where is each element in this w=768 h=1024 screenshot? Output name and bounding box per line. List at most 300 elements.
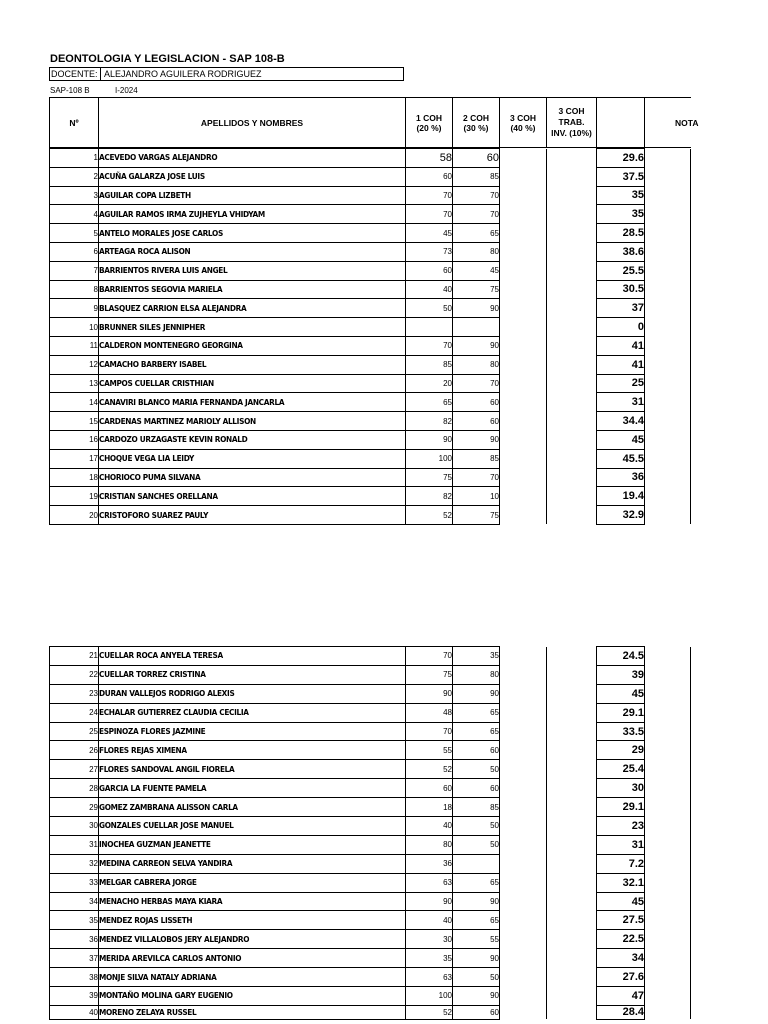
docente-label: DOCENTE: bbox=[51, 69, 98, 79]
extra-cell bbox=[645, 987, 691, 1006]
extra-cell bbox=[645, 149, 691, 168]
student-name bbox=[99, 393, 406, 412]
grade-coh1: 40 bbox=[406, 280, 453, 299]
student-row bbox=[50, 892, 691, 911]
student-name bbox=[99, 318, 406, 337]
student-row bbox=[50, 205, 691, 224]
grade-coh3 bbox=[500, 911, 547, 930]
student-number: 9 bbox=[50, 299, 99, 318]
student-row bbox=[50, 835, 691, 854]
grade-coh3 bbox=[500, 261, 547, 280]
extra-cell bbox=[645, 430, 691, 449]
grade-coh1: 55 bbox=[406, 741, 453, 760]
grade-coh3 bbox=[500, 987, 547, 1006]
grade-coh3-trab bbox=[547, 703, 597, 722]
student-name-text: CHORIOCO PUMA SILVANA bbox=[99, 472, 201, 482]
grade-nota: 34.4 bbox=[597, 412, 645, 431]
student-name bbox=[99, 374, 406, 393]
student-name-text: GONZALES CUELLAR JOSE MANUEL bbox=[99, 821, 234, 831]
grade-coh1: 50 bbox=[406, 299, 453, 318]
extra-cell bbox=[645, 186, 691, 205]
student-row bbox=[50, 468, 691, 487]
grade-coh3 bbox=[500, 779, 547, 798]
student-name bbox=[99, 355, 406, 374]
student-name bbox=[99, 1005, 406, 1019]
col-header-blank bbox=[597, 98, 645, 148]
grade-nota: 37 bbox=[597, 299, 645, 318]
grade-coh1: 60 bbox=[406, 167, 453, 186]
student-number: 35 bbox=[50, 911, 99, 930]
student-name-text: CRISTIAN SANCHES ORELLANA bbox=[99, 491, 218, 501]
grade-coh1: 45 bbox=[406, 224, 453, 243]
grade-coh3-trab bbox=[547, 374, 597, 393]
student-name-text: GOMEZ ZAMBRANA ALISSON CARLA bbox=[99, 802, 238, 812]
student-number: 25 bbox=[50, 722, 99, 741]
student-row bbox=[50, 1005, 691, 1019]
grade-nota: 45 bbox=[597, 684, 645, 703]
student-number: 33 bbox=[50, 873, 99, 892]
extra-cell bbox=[645, 167, 691, 186]
grade-coh3 bbox=[500, 412, 547, 431]
extra-cell bbox=[645, 968, 691, 987]
student-name bbox=[99, 873, 406, 892]
extra-cell bbox=[645, 703, 691, 722]
student-name bbox=[99, 186, 406, 205]
student-name-text: FLORES SANDOVAL ANGIL FIORELA bbox=[99, 764, 235, 774]
student-row bbox=[50, 779, 691, 798]
grade-coh3 bbox=[500, 393, 547, 412]
grade-coh2: 70 bbox=[453, 186, 500, 205]
col-header-coh3-trab: 3 COH TRAB. INV. (10%) bbox=[547, 98, 597, 148]
grade-nota: 34 bbox=[597, 949, 645, 968]
grade-coh1: 75 bbox=[406, 665, 453, 684]
student-row bbox=[50, 684, 691, 703]
grade-coh3-trab bbox=[547, 741, 597, 760]
grade-coh1: 52 bbox=[406, 760, 453, 779]
grade-coh3 bbox=[500, 468, 547, 487]
grade-coh3 bbox=[500, 930, 547, 949]
student-name bbox=[99, 703, 406, 722]
grade-coh3-trab bbox=[547, 487, 597, 506]
grade-coh3 bbox=[500, 817, 547, 836]
grade-coh2: 90 bbox=[453, 949, 500, 968]
grade-coh3-trab bbox=[547, 1005, 597, 1019]
student-name-text: CAMACHO BARBERY ISABEL bbox=[99, 360, 207, 370]
student-name bbox=[99, 741, 406, 760]
extra-cell bbox=[645, 779, 691, 798]
grade-coh2: 65 bbox=[453, 722, 500, 741]
grade-coh3-trab bbox=[547, 355, 597, 374]
student-name-text: CUELLAR TORREZ CRISTINA bbox=[99, 670, 206, 680]
student-row bbox=[50, 393, 691, 412]
student-row bbox=[50, 280, 691, 299]
student-number: 8 bbox=[50, 280, 99, 299]
grade-nota: 35 bbox=[597, 205, 645, 224]
extra-cell bbox=[645, 393, 691, 412]
grade-nota: 33.5 bbox=[597, 722, 645, 741]
student-name bbox=[99, 760, 406, 779]
col-header-nota-label: NOTA bbox=[675, 117, 699, 128]
student-name-text: MEDINA CARREON SELVA YANDIRA bbox=[99, 859, 233, 869]
student-row bbox=[50, 647, 691, 666]
student-number: 31 bbox=[50, 835, 99, 854]
student-name bbox=[99, 647, 406, 666]
grade-coh2: 70 bbox=[453, 374, 500, 393]
student-name-text: MONJE SILVA NATALY ADRIANA bbox=[99, 972, 217, 982]
grade-coh2: 85 bbox=[453, 798, 500, 817]
student-row bbox=[50, 374, 691, 393]
student-number: 26 bbox=[50, 741, 99, 760]
grade-coh2: 90 bbox=[453, 987, 500, 1006]
student-name bbox=[99, 205, 406, 224]
extra-cell bbox=[645, 684, 691, 703]
grade-coh3-trab bbox=[547, 854, 597, 873]
student-name-text: MORENO ZELAYA RUSSEL bbox=[99, 1007, 197, 1017]
student-row bbox=[50, 449, 691, 468]
grade-coh3-trab bbox=[547, 468, 597, 487]
grade-coh3-trab bbox=[547, 892, 597, 911]
grade-nota: 35 bbox=[597, 186, 645, 205]
grade-nota: 41 bbox=[597, 355, 645, 374]
grade-coh1: 30 bbox=[406, 930, 453, 949]
grade-coh2: 60 bbox=[453, 1005, 500, 1019]
grade-coh1: 80 bbox=[406, 835, 453, 854]
col-header-coh2: 2 COH (30 %) bbox=[453, 98, 500, 148]
student-row bbox=[50, 703, 691, 722]
column-header-table bbox=[49, 97, 699, 148]
extra-cell bbox=[645, 665, 691, 684]
grade-coh2: 60 bbox=[453, 149, 500, 168]
student-name-text: BARRIENTOS SEGOVIA MARIELA bbox=[99, 284, 223, 294]
extra-cell bbox=[645, 205, 691, 224]
grade-nota: 38.6 bbox=[597, 242, 645, 261]
grade-coh2: 65 bbox=[453, 873, 500, 892]
grade-nota: 27.6 bbox=[597, 968, 645, 987]
grade-coh3 bbox=[500, 242, 547, 261]
student-row bbox=[50, 167, 691, 186]
student-row bbox=[50, 186, 691, 205]
student-name-text: MELGAR CABRERA JORGE bbox=[99, 878, 197, 888]
student-name bbox=[99, 280, 406, 299]
grade-coh1: 90 bbox=[406, 430, 453, 449]
extra-cell bbox=[645, 412, 691, 431]
student-name bbox=[99, 299, 406, 318]
grade-coh2: 50 bbox=[453, 817, 500, 836]
extra-cell bbox=[645, 280, 691, 299]
grade-coh1: 70 bbox=[406, 722, 453, 741]
student-name bbox=[99, 968, 406, 987]
grade-coh1: 90 bbox=[406, 684, 453, 703]
grade-nota: 45 bbox=[597, 430, 645, 449]
grade-coh3 bbox=[500, 722, 547, 741]
extra-cell bbox=[645, 873, 691, 892]
extra-cell bbox=[645, 647, 691, 666]
student-row bbox=[50, 911, 691, 930]
grade-coh2: 85 bbox=[453, 449, 500, 468]
student-number: 40 bbox=[50, 1005, 99, 1019]
extra-cell bbox=[645, 760, 691, 779]
grade-coh3-trab bbox=[547, 261, 597, 280]
grade-coh2: 55 bbox=[453, 930, 500, 949]
grade-coh3-trab bbox=[547, 779, 597, 798]
student-name-text: FLORES REJAS XIMENA bbox=[99, 745, 187, 755]
student-name-text: CUELLAR ROCA ANYELA TERESA bbox=[99, 651, 223, 661]
student-number: 38 bbox=[50, 968, 99, 987]
extra-cell bbox=[645, 722, 691, 741]
grade-coh3 bbox=[500, 299, 547, 318]
grade-coh2: 75 bbox=[453, 280, 500, 299]
student-name bbox=[99, 468, 406, 487]
extra-cell bbox=[645, 741, 691, 760]
grade-coh2: 50 bbox=[453, 835, 500, 854]
grade-coh3-trab bbox=[547, 968, 597, 987]
grade-coh3-trab bbox=[547, 684, 597, 703]
grade-coh3 bbox=[500, 374, 547, 393]
grade-coh1: 65 bbox=[406, 393, 453, 412]
student-number: 36 bbox=[50, 930, 99, 949]
grade-coh2: 90 bbox=[453, 336, 500, 355]
grade-coh1: 60 bbox=[406, 261, 453, 280]
extra-cell bbox=[645, 930, 691, 949]
grade-coh3-trab bbox=[547, 760, 597, 779]
student-row bbox=[50, 412, 691, 431]
student-number: 17 bbox=[50, 449, 99, 468]
extra-cell bbox=[645, 299, 691, 318]
grade-coh3-trab bbox=[547, 336, 597, 355]
student-name bbox=[99, 892, 406, 911]
grade-nota: 29 bbox=[597, 741, 645, 760]
grade-nota: 31 bbox=[597, 835, 645, 854]
grade-nota: 29.1 bbox=[597, 703, 645, 722]
grade-coh3-trab bbox=[547, 930, 597, 949]
grade-nota: 23 bbox=[597, 817, 645, 836]
grade-coh1: 85 bbox=[406, 355, 453, 374]
student-number: 32 bbox=[50, 854, 99, 873]
grade-coh3-trab bbox=[547, 318, 597, 337]
student-row bbox=[50, 299, 691, 318]
extra-cell bbox=[645, 449, 691, 468]
student-number: 22 bbox=[50, 665, 99, 684]
grade-nota: 30 bbox=[597, 779, 645, 798]
student-number: 37 bbox=[50, 949, 99, 968]
grade-coh2: 10 bbox=[453, 487, 500, 506]
student-name-text: BARRIENTOS RIVERA LUIS ANGEL bbox=[99, 266, 228, 276]
grade-coh3 bbox=[500, 1005, 547, 1019]
student-number: 5 bbox=[50, 224, 99, 243]
grade-coh3 bbox=[500, 647, 547, 666]
student-number: 21 bbox=[50, 647, 99, 666]
student-name-text: ACUÑA GALARZA JOSE LUIS bbox=[99, 172, 205, 182]
grade-coh3-trab bbox=[547, 835, 597, 854]
grade-coh2: 50 bbox=[453, 968, 500, 987]
grade-coh2: 60 bbox=[453, 779, 500, 798]
student-name bbox=[99, 798, 406, 817]
grade-coh3 bbox=[500, 280, 547, 299]
student-row bbox=[50, 760, 691, 779]
student-name-text: AGUILAR RAMOS IRMA ZUJHEYLA VHIDYAM bbox=[99, 209, 265, 219]
extra-cell bbox=[645, 892, 691, 911]
grade-coh1: 82 bbox=[406, 487, 453, 506]
grade-coh3 bbox=[500, 873, 547, 892]
student-name-text: AGUILAR COPA LIZBETH bbox=[99, 190, 191, 200]
student-name bbox=[99, 722, 406, 741]
student-number: 1 bbox=[50, 149, 99, 168]
student-number: 20 bbox=[50, 506, 99, 525]
student-name-text: ESPINOZA FLORES JAZMINE bbox=[99, 727, 206, 736]
col-header-coh3: 3 COH (40 %) bbox=[500, 98, 547, 148]
student-row bbox=[50, 149, 691, 168]
student-name bbox=[99, 684, 406, 703]
grade-coh3 bbox=[500, 149, 547, 168]
student-number: 23 bbox=[50, 684, 99, 703]
grade-coh2: 90 bbox=[453, 684, 500, 703]
student-name bbox=[99, 449, 406, 468]
student-name bbox=[99, 930, 406, 949]
grade-coh3 bbox=[500, 760, 547, 779]
student-row bbox=[50, 261, 691, 280]
grade-coh1: 82 bbox=[406, 412, 453, 431]
grade-coh2: 65 bbox=[453, 911, 500, 930]
grade-coh2: 90 bbox=[453, 430, 500, 449]
grade-nota: 32.9 bbox=[597, 506, 645, 525]
grade-coh3-trab bbox=[547, 149, 597, 168]
student-number: 15 bbox=[50, 412, 99, 431]
student-name-text: MERIDA AREVILCA CARLOS ANTONIO bbox=[99, 953, 242, 963]
grades-table-part2 bbox=[49, 646, 691, 1020]
extra-cell bbox=[645, 911, 691, 930]
student-row bbox=[50, 665, 691, 684]
grade-nota: 25 bbox=[597, 374, 645, 393]
grade-coh3 bbox=[500, 318, 547, 337]
group-code: SAP-108 B bbox=[50, 86, 90, 95]
grade-coh3-trab bbox=[547, 665, 597, 684]
extra-cell bbox=[645, 487, 691, 506]
grade-nota: 47 bbox=[597, 987, 645, 1006]
extra-cell bbox=[645, 949, 691, 968]
grade-coh1: 60 bbox=[406, 779, 453, 798]
grade-coh2: 80 bbox=[453, 242, 500, 261]
grade-coh2: 85 bbox=[453, 167, 500, 186]
period: I-2024 bbox=[115, 86, 138, 95]
grade-coh3-trab bbox=[547, 506, 597, 525]
grade-coh1: 70 bbox=[406, 205, 453, 224]
grade-coh3-trab bbox=[547, 722, 597, 741]
grade-nota: 28.4 bbox=[597, 1005, 645, 1019]
student-name bbox=[99, 224, 406, 243]
student-row bbox=[50, 430, 691, 449]
grade-coh3-trab bbox=[547, 299, 597, 318]
student-name bbox=[99, 817, 406, 836]
grade-coh1: 18 bbox=[406, 798, 453, 817]
grade-nota: 32.1 bbox=[597, 873, 645, 892]
grade-coh3-trab bbox=[547, 817, 597, 836]
student-number: 11 bbox=[50, 336, 99, 355]
student-row bbox=[50, 318, 691, 337]
grade-nota: 29.6 bbox=[597, 149, 645, 168]
grade-coh3-trab bbox=[547, 186, 597, 205]
col-header-num: Nº bbox=[50, 98, 99, 148]
grade-coh3 bbox=[500, 167, 547, 186]
grade-coh3 bbox=[500, 487, 547, 506]
grade-coh1: 63 bbox=[406, 968, 453, 987]
student-number: 3 bbox=[50, 186, 99, 205]
extra-cell bbox=[645, 242, 691, 261]
grade-coh3 bbox=[500, 355, 547, 374]
student-row bbox=[50, 817, 691, 836]
extra-cell bbox=[645, 506, 691, 525]
grade-coh3-trab bbox=[547, 449, 597, 468]
student-number: 14 bbox=[50, 393, 99, 412]
grade-coh1: 36 bbox=[406, 854, 453, 873]
student-name bbox=[99, 412, 406, 431]
docente-name: ALEJANDRO AGUILERA RODRIGUEZ bbox=[104, 69, 262, 79]
student-name bbox=[99, 779, 406, 798]
grade-coh1: 20 bbox=[406, 374, 453, 393]
grade-coh2: 75 bbox=[453, 506, 500, 525]
student-number: 13 bbox=[50, 374, 99, 393]
student-number: 24 bbox=[50, 703, 99, 722]
student-row bbox=[50, 930, 691, 949]
student-number: 27 bbox=[50, 760, 99, 779]
grade-coh3-trab bbox=[547, 224, 597, 243]
grade-coh2: 50 bbox=[453, 760, 500, 779]
grade-coh3-trab bbox=[547, 647, 597, 666]
grade-coh3 bbox=[500, 949, 547, 968]
extra-cell bbox=[645, 355, 691, 374]
grade-coh2 bbox=[453, 854, 500, 873]
student-name-text: CHOQUE VEGA LIA LEIDY bbox=[99, 454, 194, 464]
grade-coh1: 73 bbox=[406, 242, 453, 261]
extra-cell bbox=[645, 835, 691, 854]
grade-coh3-trab bbox=[547, 873, 597, 892]
student-number: 4 bbox=[50, 205, 99, 224]
student-row bbox=[50, 336, 691, 355]
grade-coh3 bbox=[500, 854, 547, 873]
column-header-row bbox=[50, 98, 691, 148]
student-name bbox=[99, 506, 406, 525]
student-number: 6 bbox=[50, 242, 99, 261]
grade-coh3 bbox=[500, 336, 547, 355]
extra-cell bbox=[645, 854, 691, 873]
extra-cell bbox=[645, 318, 691, 337]
grades-body-part2 bbox=[50, 647, 691, 1020]
grade-coh1: 35 bbox=[406, 949, 453, 968]
student-name-text: CARDOZO URZAGASTE KEVIN RONALD bbox=[99, 435, 248, 445]
grade-coh2: 65 bbox=[453, 703, 500, 722]
grade-coh3-trab bbox=[547, 167, 597, 186]
student-name-text: MENACHO HERBAS MAYA KIARA bbox=[99, 897, 223, 907]
grade-coh1: 40 bbox=[406, 817, 453, 836]
grade-coh3 bbox=[500, 892, 547, 911]
grade-nota: 24.5 bbox=[597, 647, 645, 666]
grade-nota: 45.5 bbox=[597, 449, 645, 468]
student-name-text: GARCIA LA FUENTE PAMELA bbox=[99, 783, 207, 793]
grade-coh3 bbox=[500, 741, 547, 760]
student-row bbox=[50, 987, 691, 1006]
extra-cell bbox=[645, 817, 691, 836]
grade-coh1: 63 bbox=[406, 873, 453, 892]
grade-nota: 29.1 bbox=[597, 798, 645, 817]
grade-nota: 31 bbox=[597, 393, 645, 412]
grade-nota: 30.5 bbox=[597, 280, 645, 299]
grade-coh3 bbox=[500, 665, 547, 684]
grade-coh2: 70 bbox=[453, 205, 500, 224]
student-row bbox=[50, 949, 691, 968]
student-row bbox=[50, 854, 691, 873]
grade-coh2: 90 bbox=[453, 892, 500, 911]
extra-cell bbox=[645, 374, 691, 393]
student-name bbox=[99, 911, 406, 930]
